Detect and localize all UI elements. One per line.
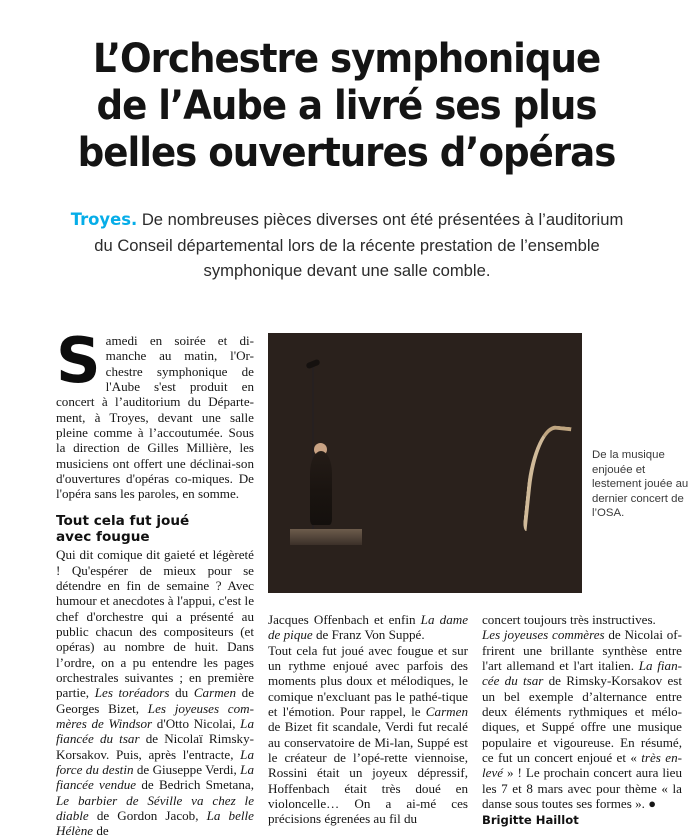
article-column-3 <box>482 612 682 828</box>
work-title-belle-helene: La belle Hélène <box>56 808 254 839</box>
work-title-fiancee-du-tsar: La fiancée du tsar <box>56 715 254 747</box>
end-mark-icon: ● <box>648 796 657 812</box>
col2-text-b: de Franz Von Suppé. <box>312 627 425 643</box>
col3-text-a: concert toujours très instructives. <box>482 612 656 627</box>
col2-text-para2: Tout cela fut joué avec fougue et sur un rythme enjoué avec parfois des moments plus doux et mélodiques, le comique n'excluant pas le pathé-tique et l'émotion. Pour rappel, le <box>268 642 468 720</box>
work-title-fiancee-du-tsar-2: La fian-cée du tsar <box>482 658 682 689</box>
paragraph-intro <box>56 324 254 502</box>
conductor-figure <box>310 451 332 525</box>
work-title-carmen: Carmen <box>193 685 237 701</box>
headline-line-3: belles ouvertures d’opéras <box>77 130 616 176</box>
section-subheading <box>56 513 254 545</box>
work-title-joyeuses-commeres: Les joyeuses com-mères de Windsor <box>56 700 254 731</box>
paragraph-conclusion <box>482 612 682 811</box>
work-title-fiancee-vendue: La fiancée vendue <box>56 762 254 793</box>
drop-cap: S <box>56 324 101 397</box>
subheading-line-1: Tout cela fut joué <box>56 512 190 529</box>
article-column-2 <box>268 612 468 827</box>
paragraph-programme <box>56 547 254 839</box>
author-byline: Brigitte Haillot <box>482 813 579 828</box>
quote-tres-enleve: très en-levé <box>482 750 682 781</box>
prog-text-d: d'Otto Nicolai, <box>152 715 241 731</box>
orchestra-photo-image <box>268 333 582 593</box>
headline-line-2: de l’Aube a livré ses plus <box>96 83 597 129</box>
prog-text-a: Qui dit comique dit gaieté et légèreté ! Qu'espérer de mieux pour se détendre en fin de semaine ? Avec humour et anecdotes à l'appui, c'est le chef d'orchestre qui a présenté au public chacun des compositeurs (et opéras) au nombre de huit. Dans l’ordre, on a pu entendre les pages orchestrales suivantes ; en première partie, <box>56 547 254 701</box>
dateline-location: Troyes. <box>70 210 138 229</box>
subheading-line-2: avec fougue <box>56 528 150 545</box>
prog-text-g: de Bedrich Smetana, <box>136 777 254 793</box>
article-photo <box>268 333 582 593</box>
col3-text-b: de Nicolai of-frirent une brillante synthèse entre l'art allemand et l'art italien. <box>482 627 682 674</box>
work-title-barbier-de-seville: Le barbier de Séville va chez le diable <box>56 792 254 824</box>
prog-text-f: de Giuseppe Verdi, <box>133 762 241 777</box>
paragraph-programme-cont <box>268 612 468 643</box>
photo-caption: De la musique enjouée et lestement jouée au dernier concert de l’OSA. <box>592 449 689 520</box>
article-column-1 <box>56 324 255 839</box>
article-standfirst <box>62 207 632 284</box>
prog-text-b: du <box>169 685 194 701</box>
work-title-dame-de-pique: La dame de pique <box>268 612 469 643</box>
prog-text-c: de Georges Bizet, <box>56 685 255 716</box>
harp-instrument <box>522 423 571 534</box>
conductor-podium <box>290 529 362 545</box>
page-headline <box>67 36 626 177</box>
standfirst-text: De nombreuses pièces diverses ont été présentées à l’auditorium du Conseil départemental lors de la récente prestation de l’ensemble symphonique devant une salle comble. <box>94 210 624 280</box>
work-title-force-du-destin: La force du destin <box>56 746 254 777</box>
work-title-carmen-2: Carmen <box>425 704 468 720</box>
intro-text: amedi en soirée et di-manche au matin, l'Or-chestre symphonique de l'Aube s'est produit en concert à l’auditorium du Départe-ment, à Troyes, devant une salle pleine comme à l’accoutumée. Sous la direction de Gilles Millière, les musiciens ont offert une déclinai-son d'ouvertures d'opéras co-miques. De l'opéra sans les paroles, en somme. <box>56 333 254 502</box>
paragraph-performance <box>268 643 468 827</box>
prog-text-i: de <box>93 823 109 839</box>
work-title-joyeuses-commeres-2: Les joyeuses commères <box>482 627 605 643</box>
col3-text-d: » ! Le prochain concert aura lieu les 7 et 8 mars avec pour thème « la danse sous toutes ses formes ». <box>482 765 682 812</box>
col2-text-c: de Bizet fit scandale, Verdi fut recalé au conservatoire de Mi-lan, Suppé est le créateur de l’opé-rette viennoise, Rossini était un joyeux dépressif, Hoffenbach était très doué en violoncelle… On a ai-mé ces précisions égrenées au fil du <box>268 719 468 827</box>
prog-text-h: de Gordon Jacob, <box>88 808 207 824</box>
col3-text-c: de Rimsky-Korsakov est un bel exemple d’alternance entre deux éléments rythmiques et mélo-diques, et Suppé offre une musique populaire et vigoureuse. En résumé, ce fut un concert enjoué et « <box>482 673 682 766</box>
work-title-les-toreadors: Les toréadors <box>94 685 170 701</box>
col2-text-a: Jacques Offenbach et enfin <box>268 612 421 627</box>
headline-line-1: L’Orchestre symphonique <box>92 36 601 82</box>
prog-text-e: de Nicolaï Rimsky-Korsakov. Puis, après l'entracte, <box>56 731 254 762</box>
